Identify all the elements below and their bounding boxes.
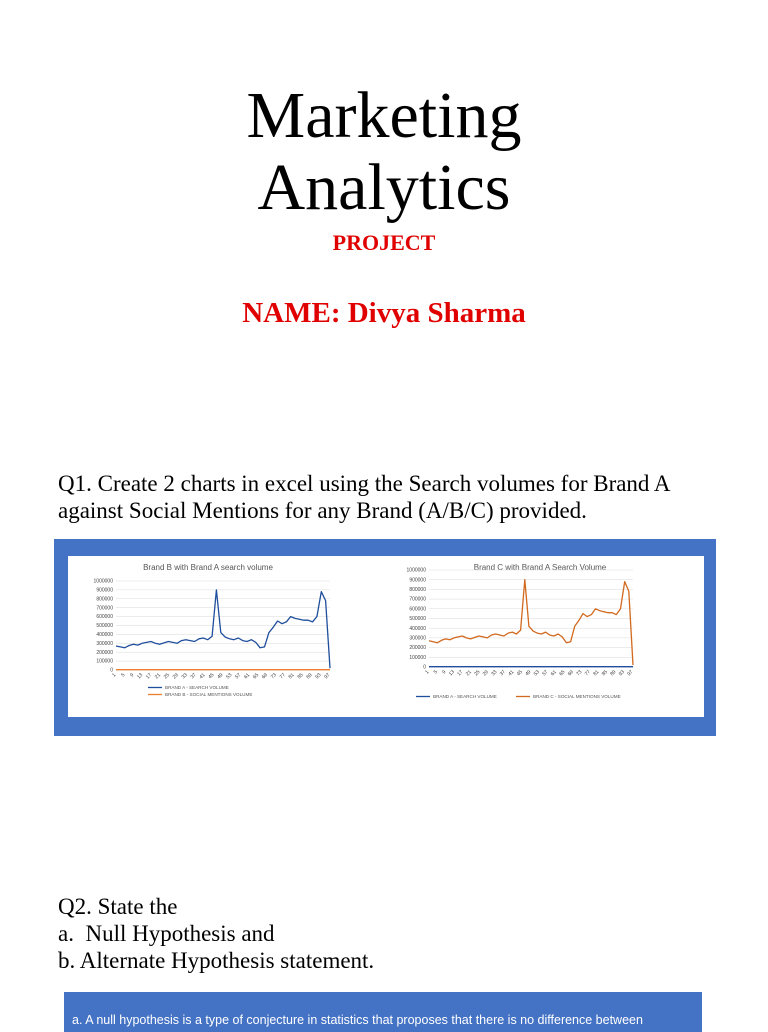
x-tick-label: 65	[251, 672, 261, 681]
x-tick-label: 1	[424, 669, 431, 676]
chart-brand-c-vs-a	[386, 556, 704, 717]
x-tick-label: 61	[242, 672, 252, 681]
question-2-line-2: a. Null Hypothesis and	[58, 921, 275, 946]
y-tick-label: 100000	[96, 658, 113, 665]
x-tick-label: 17	[456, 669, 465, 678]
project-subtitle: PROJECT	[332, 230, 436, 255]
x-tick-label: 13	[447, 669, 456, 678]
x-tick-label: 41	[198, 672, 207, 681]
x-tick-label: 5	[120, 672, 127, 679]
x-tick-label: 37	[498, 669, 507, 678]
x-tick-label: 57	[234, 672, 243, 681]
y-tick-label: 800000	[96, 596, 113, 603]
x-tick-label: 53	[532, 669, 541, 678]
legend-label: BRAND C - SOCIAL MENTIONS VOLUME	[533, 694, 621, 699]
x-tick-label: 13	[135, 672, 145, 681]
y-tick-label: 900000	[96, 587, 113, 594]
x-tick-label: 89	[609, 669, 618, 678]
legend-label: BRAND B - SOCIAL MENTIONS VOLUME	[165, 692, 253, 697]
x-tick-label: 93	[617, 669, 626, 678]
y-tick-label: 600000	[96, 614, 113, 621]
y-tick-label: 400000	[409, 625, 426, 632]
x-tick-label: 73	[269, 672, 278, 681]
y-tick-label: 700000	[409, 596, 426, 603]
y-tick-label: 0	[110, 667, 113, 674]
chart-brand-b-vs-a	[68, 556, 386, 717]
charts-panel	[54, 539, 716, 736]
y-tick-label: 1000000	[93, 578, 113, 585]
y-tick-label: 900000	[409, 577, 426, 584]
y-tick-label: 0	[423, 664, 426, 671]
x-tick-label: 97	[323, 672, 332, 681]
title-line-1: Marketing	[246, 79, 522, 152]
x-tick-label: 69	[566, 669, 575, 678]
x-tick-label: 25	[473, 669, 482, 678]
x-tick-label: 25	[162, 672, 171, 681]
charts-inner	[68, 556, 704, 717]
x-tick-label: 85	[296, 672, 305, 681]
legend-label: BRAND A - SEARCH VOLUME	[165, 685, 229, 690]
y-tick-label: 300000	[96, 640, 113, 647]
x-tick-label: 37	[189, 672, 198, 681]
y-tick-label: 200000	[409, 645, 426, 652]
x-tick-label: 61	[549, 669, 558, 678]
x-tick-label: 41	[507, 669, 516, 678]
x-tick-label: 29	[171, 672, 180, 681]
x-tick-label: 69	[260, 672, 269, 681]
x-tick-label: 49	[216, 672, 225, 681]
x-tick-label: 73	[575, 669, 584, 678]
question-1: Q1. Create 2 charts in excel using the Search volumes for Brand A against Social Mentions for any Brand (A/B/C) provided.	[58, 471, 670, 523]
x-tick-label: 33	[180, 672, 189, 681]
legend-label: BRAND A - SEARCH VOLUME	[433, 694, 497, 699]
x-tick-label: 85	[600, 669, 609, 678]
x-tick-label: 21	[153, 672, 162, 681]
x-tick-label: 65	[558, 669, 567, 678]
x-tick-label: 93	[314, 672, 323, 681]
answer-panel	[64, 992, 702, 1032]
x-tick-label: 97	[626, 669, 635, 678]
x-tick-label: 77	[278, 672, 287, 681]
answer-text: a. A null hypothesis is a type of conjecture in statistics that proposes that there is no difference between	[72, 1013, 643, 1027]
title-line-2: Analytics	[257, 151, 511, 224]
x-tick-label: 33	[490, 669, 499, 678]
y-tick-label: 100000	[409, 654, 426, 661]
question-2	[58, 893, 738, 974]
x-tick-label: 77	[583, 669, 592, 678]
y-tick-label: 300000	[409, 635, 426, 642]
x-tick-label: 57	[541, 669, 550, 678]
x-tick-label: 45	[515, 669, 524, 678]
x-tick-label: 1	[111, 672, 118, 679]
x-tick-label: 53	[225, 672, 234, 681]
x-tick-label: 9	[441, 669, 448, 676]
x-tick-label: 29	[481, 669, 490, 678]
y-tick-label: 800000	[409, 587, 426, 593]
question-2-line-3: b. Alternate Hypothesis statement.	[58, 948, 375, 973]
x-tick-label: 17	[144, 672, 154, 681]
x-tick-label: 9	[129, 672, 136, 679]
chart-title: Brand C with Brand A Search Volume	[473, 563, 607, 572]
x-tick-label: 81	[592, 669, 601, 678]
y-tick-label: 600000	[409, 606, 426, 613]
x-tick-label: 5	[432, 669, 439, 676]
y-tick-label: 700000	[96, 605, 113, 612]
y-tick-label: 400000	[96, 632, 113, 638]
y-tick-label: 500000	[409, 616, 426, 623]
x-tick-label: 21	[464, 669, 473, 678]
x-tick-label: 81	[287, 672, 296, 681]
y-tick-label: 500000	[96, 623, 113, 630]
series-line-1	[116, 590, 330, 668]
x-tick-label: 49	[524, 669, 533, 678]
x-tick-label: 89	[305, 672, 314, 681]
student-name: NAME: Divya Sharma	[242, 297, 526, 329]
series-line-2	[429, 580, 633, 665]
y-tick-label: 1000000	[406, 567, 426, 574]
question-2-line-1: Q2. State the	[58, 894, 178, 919]
chart-title: Brand B with Brand A search volume	[143, 563, 273, 572]
y-tick-label: 200000	[96, 649, 113, 656]
x-tick-label: 45	[207, 672, 216, 681]
